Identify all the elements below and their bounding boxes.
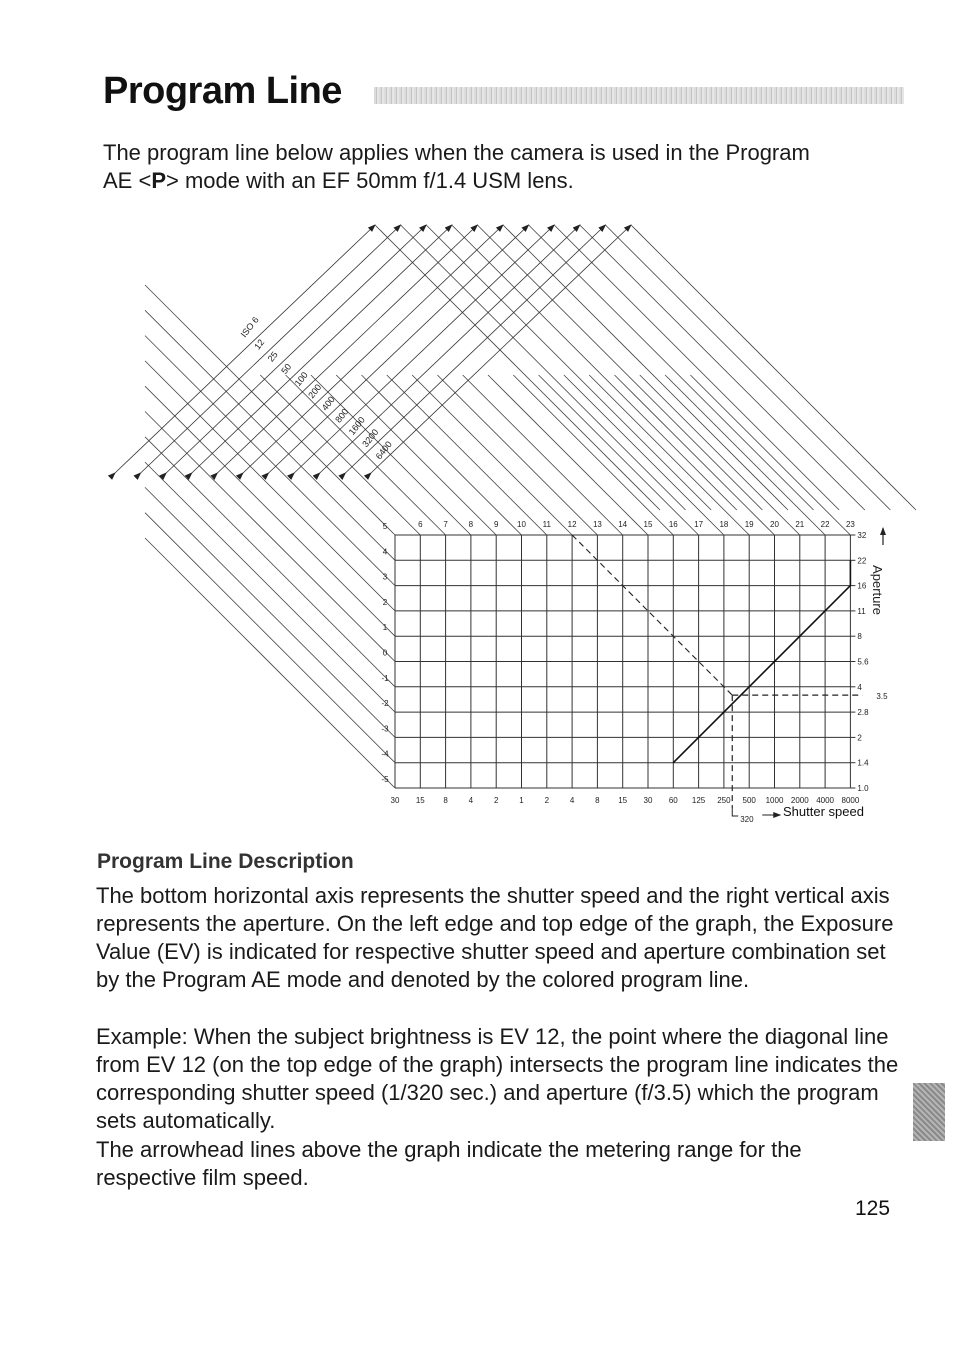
ev-left-label: 2: [382, 597, 388, 607]
aperture-tick-label: 32: [857, 531, 867, 540]
ev-top-label: 9: [493, 520, 499, 529]
intro-line-1: The program line below applies when the camera is used in the Program: [103, 140, 810, 165]
shutter-axis-label: Shutter speed: [783, 804, 864, 819]
aperture-axis-label: Aperture: [870, 565, 885, 615]
shutter-tick-label: 1000: [765, 796, 784, 805]
ev-diagonal-left: [145, 487, 395, 737]
ev-top-label: 11: [542, 520, 551, 529]
example-aperture-value: 3.5: [876, 692, 888, 702]
shutter-tick-label: 4: [468, 796, 474, 805]
ev-top-label: 13: [592, 520, 602, 529]
page-title: Program Line: [103, 70, 342, 112]
ev-diagonal-top: [690, 375, 850, 535]
iso-label: 200: [306, 382, 324, 401]
program-mode-symbol: P: [151, 168, 166, 193]
iso-range-descender: [503, 225, 788, 510]
iso-label: 50: [279, 361, 294, 376]
chapter-thumb-tab: [913, 1083, 945, 1141]
shutter-tick-label: 4000: [816, 796, 834, 805]
ev-diagonal-top: [564, 375, 724, 535]
shutter-tick-label: 4: [569, 796, 575, 805]
iso-label: 6400: [373, 439, 394, 462]
ev-diagonal-left: [145, 412, 395, 662]
ev-top-label: 7: [443, 520, 448, 529]
aperture-tick-label: 8: [857, 632, 862, 642]
shutter-tick-label: 2: [493, 796, 499, 805]
title-decoration-bar: [374, 87, 904, 104]
shutter-tick-label: 125: [691, 796, 706, 805]
ev-top-label: 14: [618, 520, 628, 529]
intro-text: [103, 139, 903, 195]
aperture-tick-label: 2: [857, 733, 862, 743]
ev-top-label: 21: [795, 520, 805, 529]
ev-diagonal-top: [387, 375, 547, 535]
ev-diagonal-left: [145, 513, 395, 763]
ev-left-label: -5: [381, 775, 389, 784]
iso-range-descender: [477, 225, 762, 510]
ev-top-label: 18: [719, 520, 729, 529]
page-number: 125: [855, 1197, 891, 1220]
ev-diagonal-left: [145, 437, 395, 687]
ev-left-label: -3: [381, 724, 389, 734]
ev-diagonal-top: [336, 375, 496, 535]
iso-range-descender: [554, 225, 839, 510]
iso-label: 100: [292, 370, 310, 389]
aperture-tick-label: 2.8: [857, 708, 869, 718]
iso-label: ISO 6: [238, 314, 261, 340]
ev-diagonal-top: [589, 375, 749, 535]
ev-diagonal-left: [145, 462, 395, 712]
shutter-tick-label: 60: [668, 796, 678, 805]
ev-top-label: 19: [744, 520, 754, 529]
iso-label: 3200: [360, 427, 381, 450]
shutter-tick-label: 15: [618, 796, 628, 805]
ev-top-label: 17: [694, 520, 704, 529]
shutter-tick-label: 8: [443, 796, 448, 805]
iso-range-arrow: [345, 225, 605, 473]
ev-diagonal-top: [463, 375, 623, 535]
ev-top-label: 12: [567, 520, 577, 529]
intro-prefix: AE <: [103, 168, 152, 193]
example-ev-guide: [572, 535, 732, 695]
shutter-tick-label: 2: [544, 796, 550, 805]
ev-top-label: 8: [468, 520, 474, 529]
iso-range-descender: [452, 225, 737, 510]
ev-diagonal-left: [145, 538, 395, 788]
iso-range-descender: [401, 225, 686, 510]
aperture-tick-label: 1.4: [857, 758, 869, 768]
ev-diagonal-top: [437, 375, 597, 535]
iso-range-arrow: [192, 225, 452, 473]
metering-paragraph: The arrowhead lines above the graph indicate the metering range for the respective film speed.: [96, 1137, 802, 1190]
iso-range-descender: [375, 225, 660, 510]
shutter-tick-label: 250: [717, 796, 731, 805]
iso-range-descender: [631, 225, 916, 510]
aperture-tick-label: 16: [857, 581, 867, 591]
example-paragraph: Example: When the subject brightness is EV 12, the point where the diagonal line from EV 12 (on the top edge of the graph) intersects the program line indicates the corresponding shutter speed (1/320 sec.) and aperture (f/3.5) which the program sets automatically.: [96, 1024, 899, 1133]
ev-left-label: 3: [382, 572, 388, 582]
ev-top-label: 6: [418, 520, 423, 529]
iso-range-arrow: [269, 225, 529, 473]
iso-range-arrow: [320, 225, 580, 473]
shutter-tick-label: 15: [415, 796, 425, 805]
iso-range-descender: [529, 225, 814, 510]
shutter-tick-label: 2000: [790, 796, 809, 805]
ev-top-label: 16: [668, 520, 678, 529]
ev-diagonal-top: [260, 375, 420, 535]
ev-diagonal-top: [615, 375, 775, 535]
ev-left-label: 0: [382, 648, 388, 658]
iso-range-descender: [580, 225, 865, 510]
ev-left-label: -2: [381, 699, 389, 709]
iso-label: 1600: [346, 414, 367, 437]
example-shutter-bracket: [732, 808, 738, 816]
iso-range-descender: [605, 225, 890, 510]
ev-left-label: -1: [381, 673, 389, 683]
ev-left-label: 1: [382, 623, 388, 633]
iso-range-descender: [426, 225, 711, 510]
ev-top-label: 10: [517, 520, 526, 529]
ev-diagonal-top: [539, 375, 699, 535]
shutter-tick-label: 8000: [841, 796, 860, 805]
iso-label: 12: [252, 337, 267, 352]
iso-label: 400: [319, 394, 337, 413]
ev-diagonal-top: [412, 375, 572, 535]
shutter-tick-label: 8: [595, 796, 600, 805]
ev-diagonal-left: [145, 285, 395, 535]
shutter-tick-label: 1: [519, 796, 524, 805]
description-paragraph: The bottom horizontal axis represents the shutter speed and the right vertical axis represents the aperture. On the left edge and top edge of the graph, the Exposure Value (EV) is indicated for respective shutter speed and aperture combination set by the Program AE mode and denoted by the colored program line.: [96, 883, 894, 992]
ev-top-label: 22: [820, 520, 830, 529]
ev-diagonal-top: [665, 375, 825, 535]
example-shutter-value: 320: [740, 815, 754, 824]
aperture-tick-label: 11: [857, 606, 866, 616]
aperture-tick-label: 22: [857, 556, 867, 566]
ev-diagonal-top: [286, 375, 446, 535]
iso-label: 25: [265, 349, 280, 364]
ev-diagonal-top: [513, 375, 673, 535]
ev-diagonal-top: [640, 375, 800, 535]
ev-left-label: 4: [382, 547, 388, 557]
aperture-tick-label: 4: [857, 682, 862, 692]
ev-top-label: 23: [845, 520, 855, 529]
ev-left-label: -4: [381, 749, 389, 759]
ev-diagonal-top: [488, 375, 648, 535]
shutter-tick-label: 30: [643, 796, 653, 805]
ev-top-label: 15: [643, 520, 653, 529]
program-line-chart: [0, 215, 954, 855]
intro-suffix: > mode with an EF 50mm f/1.4 USM lens.: [166, 168, 574, 193]
iso-range-arrow: [371, 225, 631, 473]
iso-range-arrow: [294, 225, 554, 473]
ev-top-label: 20: [770, 520, 779, 529]
ev-diagonal-left: [145, 310, 395, 560]
ev-diagonal-left: [145, 336, 395, 586]
shutter-tick-label: 500: [742, 796, 756, 805]
shutter-tick-label: 30: [390, 796, 400, 805]
aperture-tick-label: 5.6: [857, 657, 869, 667]
ev-left-label: 5: [382, 522, 388, 531]
ev-diagonal-top: [311, 375, 471, 535]
section-title: Program Line Description: [97, 850, 354, 873]
iso-label: 800: [333, 406, 351, 425]
aperture-tick-label: 1.0: [857, 784, 869, 793]
